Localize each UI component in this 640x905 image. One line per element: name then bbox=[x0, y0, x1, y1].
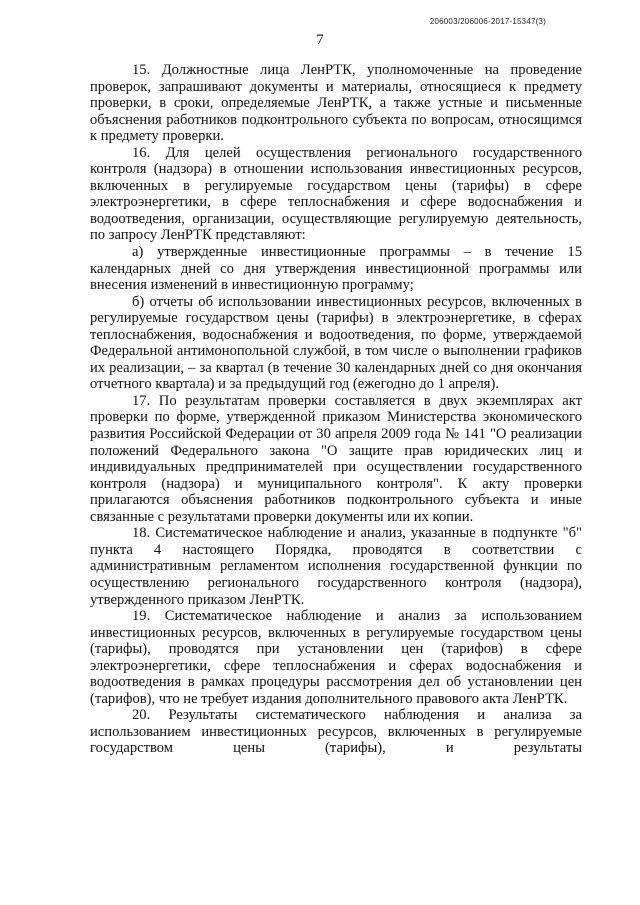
paragraph-19: 19. Систематическое наблюдение и анализ за использованием инвестиционных ресурсов, включенных в регулируемые государством цены (тарифы), проводятся при установлении цен (тарифов) в сфере электроэнергетики, сфере теплоснабжения и сферах водоснабжения и водоотведения в рамках процедуры рассмотрения дел об установлении цен (тарифов), что не требует издания дополнительного правового акта ЛенРТК. bbox=[90, 608, 582, 707]
document-body bbox=[90, 62, 582, 757]
paragraph-20: 20. Результаты систематического наблюдения и анализа за использованием инвестиционных ресурсов, включенных в регулируемые государством цены (тарифы), и результаты bbox=[90, 707, 582, 757]
paragraph-17: 17. По результатам проверки составляется в двух экземплярах акт проверки по форме, утвержденной приказом Министерства экономического развития Российской Федерации от 30 апреля 2009 года № 141 "О реализации положений Федерального закона "О защите прав юридических лиц и индивидуальных предпринимателей при осуществлении государственного контроля (надзора) и муниципального контроля". К акту проверки прилагаются объяснения работников подконтрольного субъекта и иные связанные с результатами проверки документы или их копии. bbox=[90, 392, 582, 525]
paragraph-16: 16. Для целей осуществления регионального государственного контроля (надзора) в отношении использования инвестиционных ресурсов, включенных в регулируемые государством цены (тарифы) в сфере электроэнергетики, в сфере теплоснабжения и сфере водоснабжения и водоотведения, организации, осуществляющие регулируемую деятельность, по запросу ЛенРТК представляют: bbox=[90, 144, 582, 244]
document-registration-code: 206003/206006-2017-15347(3) bbox=[429, 17, 546, 26]
paragraph-18: 18. Систематическое наблюдение и анализ, указанные в подпункте "б" пункта 4 настоящего Порядка, проводятся в соответствии с административным регламентом исполнения государственной функции по осуществлению регионального государственного контроля (надзора), утвержденного приказом ЛенРТК. bbox=[90, 525, 582, 608]
paragraph-16-b: б) отчеты об использовании инвестиционных ресурсов, включенных в регулируемые государством цены (тарифы) в электроэнергетике, в сферах теплоснабжения, водоснабжения и водоотведения, по форме, утверждаемой Федеральной антимонопольной службой, в том числе о выполнении графиков их реализации, – за квартал (в течение 30 календарных дней со дня окончания отчетного квартала) и за предыдущий год (ежегодно до 1 апреля). bbox=[90, 293, 582, 393]
paragraph-16-a: а) утвержденные инвестиционные программы – в течение 15 календарных дней со дня утверждения инвестиционной программы или внесения изменений в инвестиционную программу; bbox=[90, 244, 582, 294]
paragraph-15: 15. Должностные лица ЛенРТК, уполномоченные на проведение проверок, запрашивают документы и материалы, относящиеся к предмету проверки, в сроки, определяемые ЛенРТК, а также устные и письменные объяснения работников подконтрольного субъекта по вопросам, относящимся к предмету проверки. bbox=[90, 62, 582, 145]
page-number: 7 bbox=[316, 32, 324, 48]
